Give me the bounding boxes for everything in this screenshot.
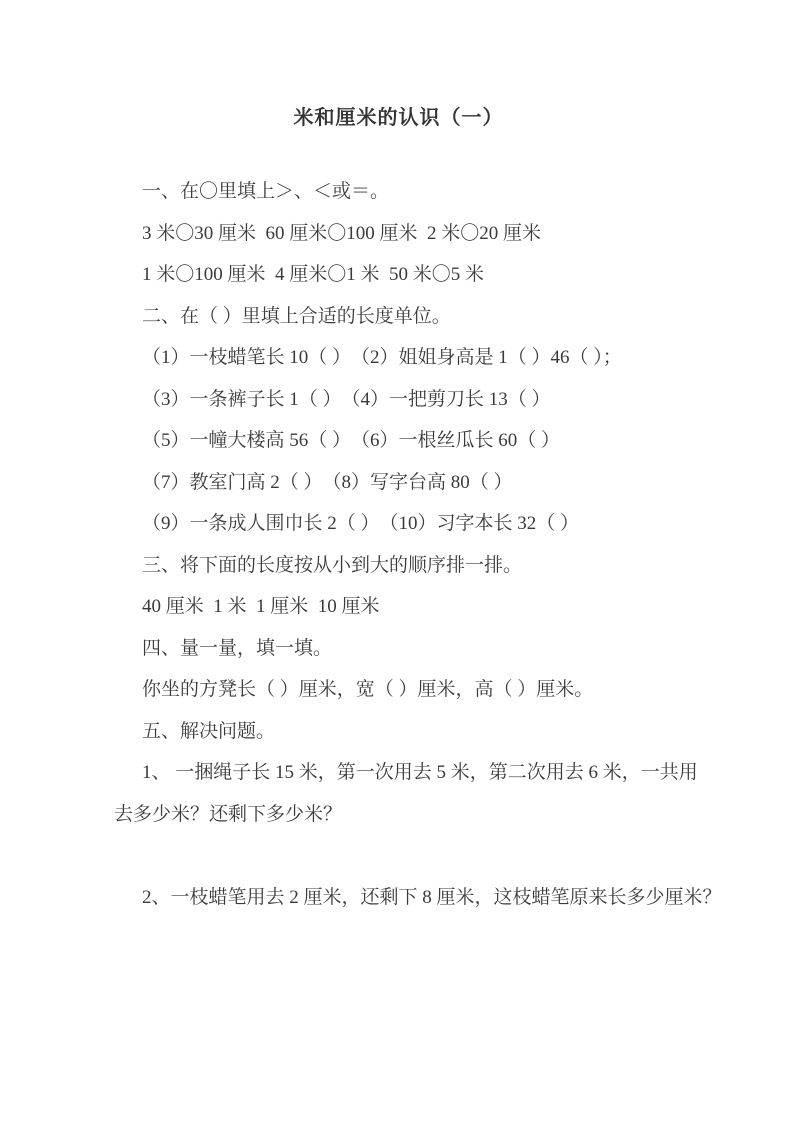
worksheet-title: 米和厘米的认识（一）: [293, 107, 504, 129]
section-2-item-3-4: （3）一条裤子长 1（ ） （4）一把剪刀长 13（ ）: [142, 388, 551, 410]
section-3-line-1: 40 厘米 1 米 1 厘米 10 厘米: [142, 596, 380, 617]
section-2-item-1-2: （1）一枝蜡笔长 10（ ） （2）姐姐身高是 1（ ）46（ ）；: [142, 347, 622, 368]
section-1-line-1: 3 米〇30 厘米 60 厘米〇100 厘米 2 米〇20 厘米: [142, 222, 542, 244]
section-1-line-2: 1 米〇100 厘米 4 厘米〇1 米 50 米〇5 米: [142, 264, 485, 285]
section-3-heading: 三、将下面的长度按从小到大的顺序排一排。: [142, 554, 523, 576]
section-4-line-1: 你坐的方凳长（ ）厘米，宽（ ）厘米，高（ ）厘米。: [142, 679, 594, 700]
section-2-item-7-8: （7）教室门高 2（ ） （8）写字台高 80（ ）: [142, 471, 513, 493]
section-2-item-9-10: （9）一条成人围巾长 2（ ） （10）习字本长 32（ ）: [142, 513, 580, 534]
section-2-heading: 二、在（ ）里填上合适的长度单位。: [142, 305, 451, 327]
section-1-heading: 一、在〇里填上＞、＜或＝。: [142, 181, 390, 202]
problem-2-line-1: 2、一枝蜡笔用去 2 厘米，还剩下 8 厘米，这枝蜡笔原来长多少厘米？: [142, 886, 722, 908]
section-4-heading: 四、量一量，填一填。: [142, 637, 333, 659]
problem-1-line-1: 1、 一捆绳子长 15 米，第一次用去 5 米，第二次用去 6 米，一共用: [142, 762, 698, 783]
worksheet-body: [114, 171, 722, 918]
section-2-item-5-6: （5）一幢大楼高 56（ ） （6）一根丝瓜长 60（ ）: [142, 430, 561, 451]
problem-1-line-2: 去多少米？还剩下多少米？: [114, 803, 343, 825]
section-5-heading: 五、解决问题。: [142, 720, 276, 742]
